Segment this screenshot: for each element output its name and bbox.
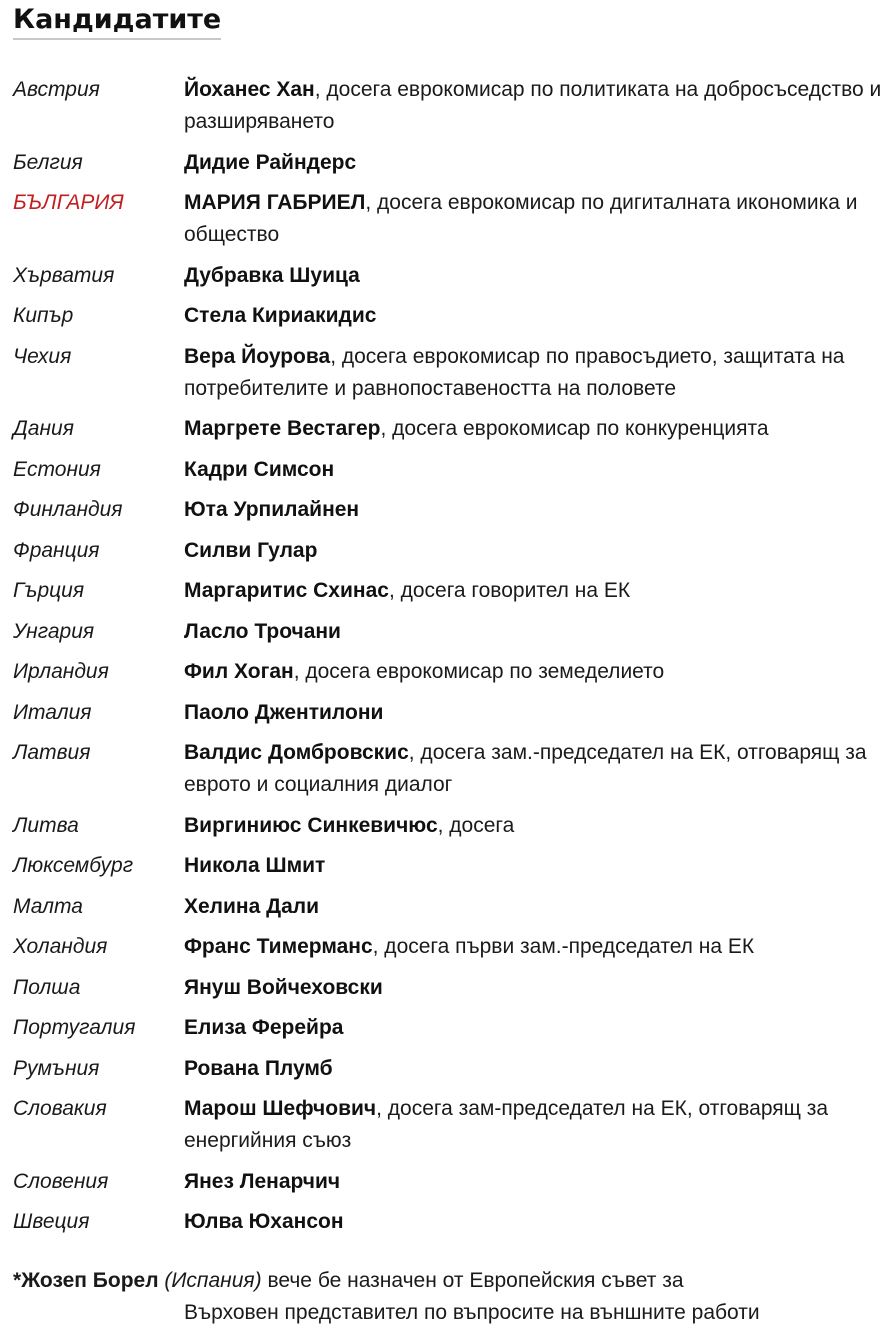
candidate-description [184, 260, 896, 292]
candidate-row [0, 1012, 896, 1044]
candidate-note: , досега зам-председател на ЕК, отговарящ за енергийния съюз [184, 1097, 829, 1152]
footnote [13, 1265, 893, 1329]
candidate-note: , досега еврокомисар по дигиталната икономика и общество [184, 191, 858, 246]
candidate-name: Франс Тимерманс [184, 935, 373, 958]
candidate-note: , досега говорител на ЕК [388, 579, 631, 602]
candidate-country: Кипър [13, 304, 74, 327]
candidate-row [0, 697, 896, 729]
candidate-country: Полша [13, 975, 81, 999]
candidate-name: Йоханес Хан [184, 78, 315, 101]
candidate-country: Малта [13, 894, 83, 918]
candidate-description [184, 494, 896, 526]
candidate-description [184, 891, 896, 923]
candidate-name: Маргрете Вестагер [184, 417, 381, 440]
candidate-name: Юта Урпилайнен [184, 498, 360, 521]
candidate-description [184, 931, 896, 963]
candidate-country: Словакия [13, 1097, 107, 1120]
candidate-name: Фил Хоган [184, 660, 294, 683]
candidate-row [0, 1166, 896, 1198]
candidate-row [0, 187, 896, 251]
candidates-list [0, 74, 896, 1247]
candidate-name: МАРИЯ ГАБРИЕЛ [184, 191, 366, 214]
candidate-description [184, 341, 896, 405]
candidate-row [0, 810, 896, 842]
candidate-name: Кадри Симсон [184, 457, 335, 481]
candidate-row [0, 494, 896, 526]
candidate-description [184, 1166, 896, 1198]
candidate-row [0, 74, 896, 138]
candidate-country: Люксембург [13, 854, 134, 877]
candidate-row [0, 341, 896, 405]
candidate-country: Португалия [13, 1016, 136, 1039]
candidate-note: , досега зам.-председател на ЕК, отговарящ за еврото и социалния диалог [184, 741, 867, 796]
candidate-country: Словения [13, 1169, 109, 1193]
candidate-row [0, 575, 896, 607]
candidate-row [0, 454, 896, 486]
candidate-row [0, 972, 896, 1004]
candidate-row [0, 737, 896, 801]
candidate-description [184, 413, 896, 445]
candidate-description [184, 300, 896, 332]
candidate-description [184, 737, 896, 801]
candidate-row [0, 656, 896, 688]
candidate-note: , досега първи зам.-председател на ЕК [372, 935, 755, 958]
candidate-description [184, 1206, 896, 1238]
footnote-line-1 [13, 1269, 684, 1292]
candidate-country: Финландия [13, 498, 123, 521]
candidate-description [184, 575, 896, 607]
candidate-country: Ирландия [13, 660, 109, 683]
candidate-name: Елиза Ферейра [184, 1016, 344, 1039]
candidate-description [184, 850, 896, 882]
candidate-description [184, 1093, 896, 1157]
footnote-asterisk: * [13, 1269, 22, 1292]
candidate-name: Никола Шмит [184, 854, 326, 877]
candidate-note: , досега еврокомисар по правосъдието, защитата на потребителите и равнопоставеността на половете [184, 344, 845, 400]
candidate-name: Вера Йоурова [184, 344, 331, 368]
candidate-row [0, 931, 896, 963]
candidate-description [184, 74, 896, 138]
candidate-name: Ласло Трочани [184, 619, 341, 643]
candidate-country: БЪЛГАРИЯ [13, 191, 124, 214]
candidate-description [184, 1053, 896, 1085]
candidate-name: Юлва Юхансон [184, 1210, 344, 1233]
candidate-name: Маргаритис Схинас [184, 579, 389, 602]
candidate-name: Рована Плумб [184, 1056, 333, 1080]
candidate-name: Виргиниюс Синкевичюс [184, 813, 438, 837]
candidate-description [184, 535, 896, 567]
candidate-row [0, 1206, 896, 1238]
candidate-country: Швеция [13, 1210, 90, 1233]
candidate-name: Янез Ленарчич [184, 1169, 341, 1193]
candidate-name: Дубравка Шуица [184, 263, 360, 287]
candidate-note: , досега еврокомисар по конкуренцията [380, 417, 769, 440]
candidate-description [184, 656, 896, 688]
candidate-row [0, 300, 896, 332]
candidate-country: Румъния [13, 1056, 100, 1080]
candidate-description [184, 147, 896, 179]
candidate-description [184, 1012, 896, 1044]
candidate-note: , досега еврокомисар по земеделието [293, 660, 665, 683]
candidate-name: Дидие Райндерс [184, 150, 357, 174]
candidate-row [0, 1053, 896, 1085]
candidate-row [0, 1093, 896, 1157]
candidate-row [0, 850, 896, 882]
candidate-name: Януш Войчеховски [184, 975, 383, 999]
candidate-row [0, 891, 896, 923]
candidate-name: Силви Гулар [184, 538, 318, 562]
candidate-country: Естония [13, 457, 101, 481]
candidate-country: Дания [13, 417, 74, 440]
candidate-country: Белгия [13, 150, 83, 174]
candidate-name: Паоло Джентилони [184, 700, 384, 724]
candidate-description [184, 697, 896, 729]
candidate-country: Латвия [13, 741, 91, 764]
footnote-country: (Испания) [164, 1269, 262, 1292]
candidate-country: Литва [13, 813, 79, 837]
footnote-text-1: вече бе назначен от Европейския съвет за [261, 1269, 684, 1292]
candidate-country: Австрия [13, 78, 100, 101]
candidate-description [184, 187, 896, 251]
candidate-country: Чехия [13, 344, 72, 368]
candidate-description [184, 454, 896, 486]
candidate-description [184, 810, 896, 842]
candidate-note: , досега [437, 813, 515, 837]
candidate-row [0, 413, 896, 445]
candidate-row [0, 535, 896, 567]
candidate-name: Валдис Домбровскис [184, 741, 409, 764]
footnote-text-2: Върховен представител по въпросите на външните работи [184, 1301, 760, 1324]
candidate-name: Хелина Дали [184, 894, 320, 918]
candidate-name: Марош Шефчович [184, 1097, 377, 1120]
candidate-country: Гърция [13, 579, 85, 602]
candidate-description [184, 972, 896, 1004]
candidate-country: Унгария [13, 619, 95, 643]
page-title: Кандидатите [13, 2, 221, 40]
footnote-name: Жозеп Борел [21, 1269, 159, 1292]
candidate-row [0, 260, 896, 292]
candidate-country: Франция [13, 538, 100, 562]
candidate-row [0, 147, 896, 179]
candidate-description [184, 616, 896, 648]
candidate-country: Холандия [13, 935, 108, 958]
candidate-country: Хърватия [13, 263, 115, 287]
candidate-name: Стела Кириакидис [184, 304, 377, 327]
candidate-country: Италия [13, 700, 92, 724]
candidate-note: , досега еврокомисар по политиката на добросъседство и разширяването [184, 78, 882, 133]
candidate-row [0, 616, 896, 648]
